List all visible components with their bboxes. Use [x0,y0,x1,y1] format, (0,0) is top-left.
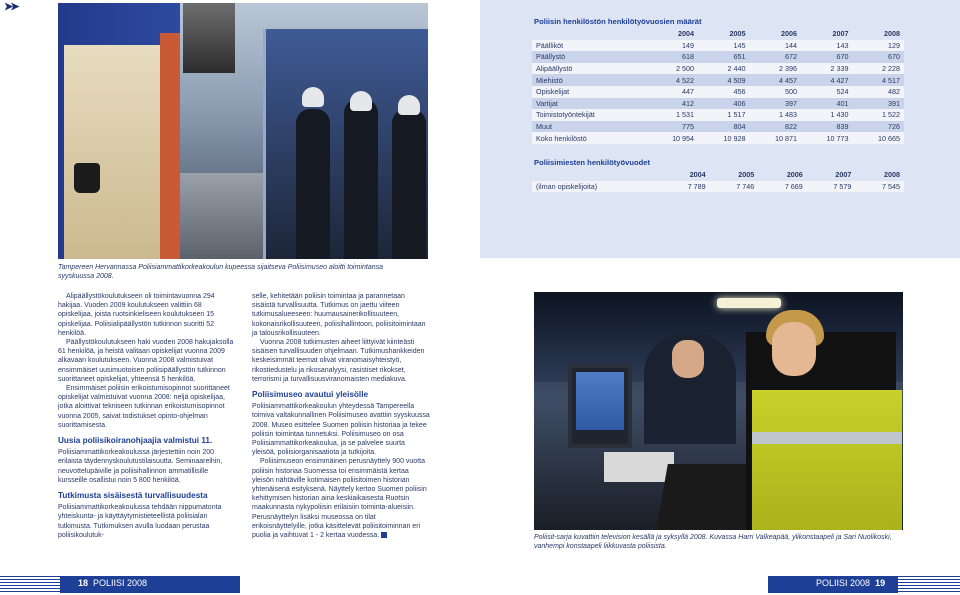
table-cell: 1 430 [801,109,852,121]
paragraph-text: Poliisimuseon ensimmäinen perusnäyttely 900 vuotta poliisin historiaa Suomessa toi ensimmäistä kertaa yleisön nähtäville kotimaisen poliisitoimen historian yhtenäisenä esityksenä. Näyttely kertoo Suomen poliisin kehittymisen historian aina keskiaikaisesta Ruotsin maakunnasta nykypoliisin erilaisiin toiminta-alueisiin. Perusnäyttelyn lisäksi museossa on tilat erikoisnäyttelyille, jotka käsittelevät poliisitoiminnan eri puolia ja vaihtuvat 1 - 2 kertaa vuodessa. [252,458,427,540]
table-cell: 524 [801,86,852,98]
row-label: Opiskelijat [532,86,647,98]
table-row [532,63,904,75]
table-cell: 726 [852,121,904,133]
table-cell: 2 500 [647,63,698,75]
row-label: Koko henkilöstö [532,132,647,144]
row-label: Päällystö [532,51,647,63]
table-cell: 822 [750,121,801,133]
table-cell: 775 [647,121,698,133]
table-cell: 406 [698,98,749,110]
table-cell: 7 545 [855,181,904,193]
table-cell: 839 [801,121,852,133]
table-cell: 143 [801,40,852,52]
paragraph: Poliisiammattikorkeakoulussa tehdään nippumatonta yhteiskunta- ja käyttäytymistieteellistä poliisialan tutkimusta. Tutkimuksen avulla luodaan perustaa poliisikoulutuk- [58,504,222,539]
museum-photo [58,3,428,259]
table-cell: 4 509 [698,74,749,86]
table-row [532,74,904,86]
table-cell: 447 [647,86,698,98]
table-row [532,132,904,144]
table-row [532,109,904,121]
table-cell: 129 [852,40,904,52]
table-cell: 401 [801,98,852,110]
table-cell: 1 483 [750,109,801,121]
end-mark-icon [381,532,387,538]
paragraph: selle, kehitetään poliisin toimintaa ja parannetaan sisäistä turvallisuutta. Tutkimus on jaettu viiteen tutkimusalueeseen: huumausainerikollisuuteen, kokonaisrikollisuuteen, poliisihallintoon, poliisitoimintaan ja talousrikollisuuteen. [252,293,426,337]
table-cell: 2 396 [750,63,801,75]
paragraph: Poliisiammattikorkeakoulun yhteydessä Tampereella toimiva valtakunnallinen Poliisimuseo avattiin syyskuussa 2008. Museo esittelee Suomen poliisin historiaa ja tekee poliisin toimintaa tunnetuksi. Poliisimuseo on osa Poliisiammattikorkeakoulua, ja se palvelee suurta yleisöä, poliisiorganisaatiota ja tutkijoita. [252,403,430,457]
table-cell: 482 [852,86,904,98]
table-cell: 4 427 [801,74,852,86]
page-number-left: 18 [78,578,89,588]
table-cell: 10 665 [852,132,904,144]
police-car-photo [534,292,903,530]
table-row [532,181,904,193]
row-label: Alipäällystö [532,63,647,75]
footer-label-right: POLIISI 2008 [816,578,871,588]
table2-title: Poliisimiesten henkilötyövuodet [534,158,651,167]
year-header: 2006 [758,169,807,181]
table-cell: 10 871 [750,132,801,144]
table-cell: 7 789 [661,181,710,193]
table-row [532,40,904,52]
table-cell: 2 440 [698,63,749,75]
table-cell: 391 [852,98,904,110]
year-header: 2008 [855,169,904,181]
row-label: Päälliköt [532,40,647,52]
table-cell: 7 746 [710,181,759,193]
paragraph: Alipäällystökoulutukseen oli toimintavuonna 294 hakijaa. Vuoden 2009 koulutukseen valittiin 68 opiskelijaa, joista ruotsinkieliseen koulutukseen 15 opiskelijaa. Poliisialipäällystön tutkinnon suoritti 52 henkilöä. [58,293,215,337]
table-cell: 10 928 [698,132,749,144]
row-label: Miehistö [532,74,647,86]
year-header: 2008 [852,28,904,40]
table-cell: 2 339 [801,63,852,75]
table-cell: 1 517 [698,109,749,121]
paragraph: Vuonna 2008 tutkimusten aiheet liittyivät kiinteästi sisäisen turvallisuuden ohjelmaan. Tutkimushankkeiden keskeisimmät teemat olivat viranomaisyhteistyö, rikostiedustelu ja rikosanalyysi, rasistiset rikokset, terrorismi ja turvallisuusviranomaisten mediakuva. [252,339,425,383]
table-cell: 10 773 [801,132,852,144]
table-cell: 7 669 [758,181,807,193]
heading: Poliisimuseo avautui yleisölle [252,390,369,400]
table-cell: 1 531 [647,109,698,121]
footer-left [0,576,240,593]
paragraph [252,457,430,540]
year-header: 2004 [647,28,698,40]
year-header: 2005 [698,28,749,40]
row-label: Toimistotyöntekijät [532,109,647,121]
table-row [532,51,904,63]
personnel-table [532,28,904,144]
table-cell: 1 522 [852,109,904,121]
police-officers-table [532,169,904,192]
year-header: 2007 [807,169,856,181]
table-cell: 149 [647,40,698,52]
table-cell: 672 [750,51,801,63]
table-cell: 670 [852,51,904,63]
table-row [532,98,904,110]
table-cell: 4 522 [647,74,698,86]
paragraph: Poliisiammattikorkeakoulussa järjestettiin noin 200 erilaista täydennyskoulutustilaisuutta. Seminaareihin, neuvottelupäiville ja poliisihallinnon ammatillisille kursseille osallistui noin 5 800 henkilöä. [58,449,223,484]
row-label: Muut [532,121,647,133]
text-column-2 [252,292,430,540]
footer-right [768,576,960,593]
paragraph: Ensimmäiset poliisin erikoistumisopinnot suorittaneet opiskelijat valmistuivat vuonna 2008: neljä opiskelijaa, jotka aloittivat tekniseen tutkinnan erikoistumisopinnot vuonna 2005, saivat todistukset opinto-ohjelman suorittamisesta. [58,385,230,429]
museum-photo-caption: Tampereen Hervannassa Poliisiammattikorkeakoulun kupeessa sijaitseva Poliisimuseo aloitti toimintansa syyskuussa 2008. [58,264,384,281]
text-column-1 [58,292,236,540]
table-cell: 145 [698,40,749,52]
table1-title: Poliisin henkilöstön henkilötyövuosien määrät [534,17,702,26]
table-row [532,121,904,133]
year-header: 2007 [801,28,852,40]
row-label: (ilman opiskelijoita) [532,181,661,193]
year-header: 2005 [710,169,759,181]
page-arrows: ➤➤ [4,1,17,13]
footer-label-left: POLIISI 2008 [93,578,148,588]
table-cell: 651 [698,51,749,63]
police-car-photo-caption: Poliisit-sarja kuvattiin television kesällä ja syksyllä 2008. Kuvassa Harri Valkeapää, ylikonstaapeli ja Sari Nuolikoski, vanhempi konstaapeli liikkuvasta poliisista. [534,534,892,551]
table-cell: 4 457 [750,74,801,86]
table-cell: 618 [647,51,698,63]
row-label: Vartijat [532,98,647,110]
table-cell: 397 [750,98,801,110]
page-number-right: 19 [875,578,886,588]
table-cell: 456 [698,86,749,98]
year-header: 2006 [750,28,801,40]
table-cell: 500 [750,86,801,98]
heading: Tutkimusta sisäisestä turvallisuudesta [58,491,208,501]
paragraph: Päällystökoulutukseen haki vuoden 2008 hakujaksolla 61 henkilöä, ja heistä valitaan opiskelijat vuonna 2009 alkavaan koulutukseen. Vuonna 2008 valmistuivat ensimmäiset uusimuotoisen poliisipäällystön tutkinnon suorittaneet opiskelijat, yhteensä 5 henkilöä. [58,339,234,383]
table-cell: 412 [647,98,698,110]
table-cell: 144 [750,40,801,52]
table-cell: 2 228 [852,63,904,75]
table-cell: 10 954 [647,132,698,144]
table-cell: 804 [698,121,749,133]
heading: Uusia poliisikoiranohjaajia valmistui 11. [58,436,213,446]
table-cell: 7 579 [807,181,856,193]
table-cell: 670 [801,51,852,63]
table-cell: 4 517 [852,74,904,86]
table-row [532,86,904,98]
year-header: 2004 [661,169,710,181]
